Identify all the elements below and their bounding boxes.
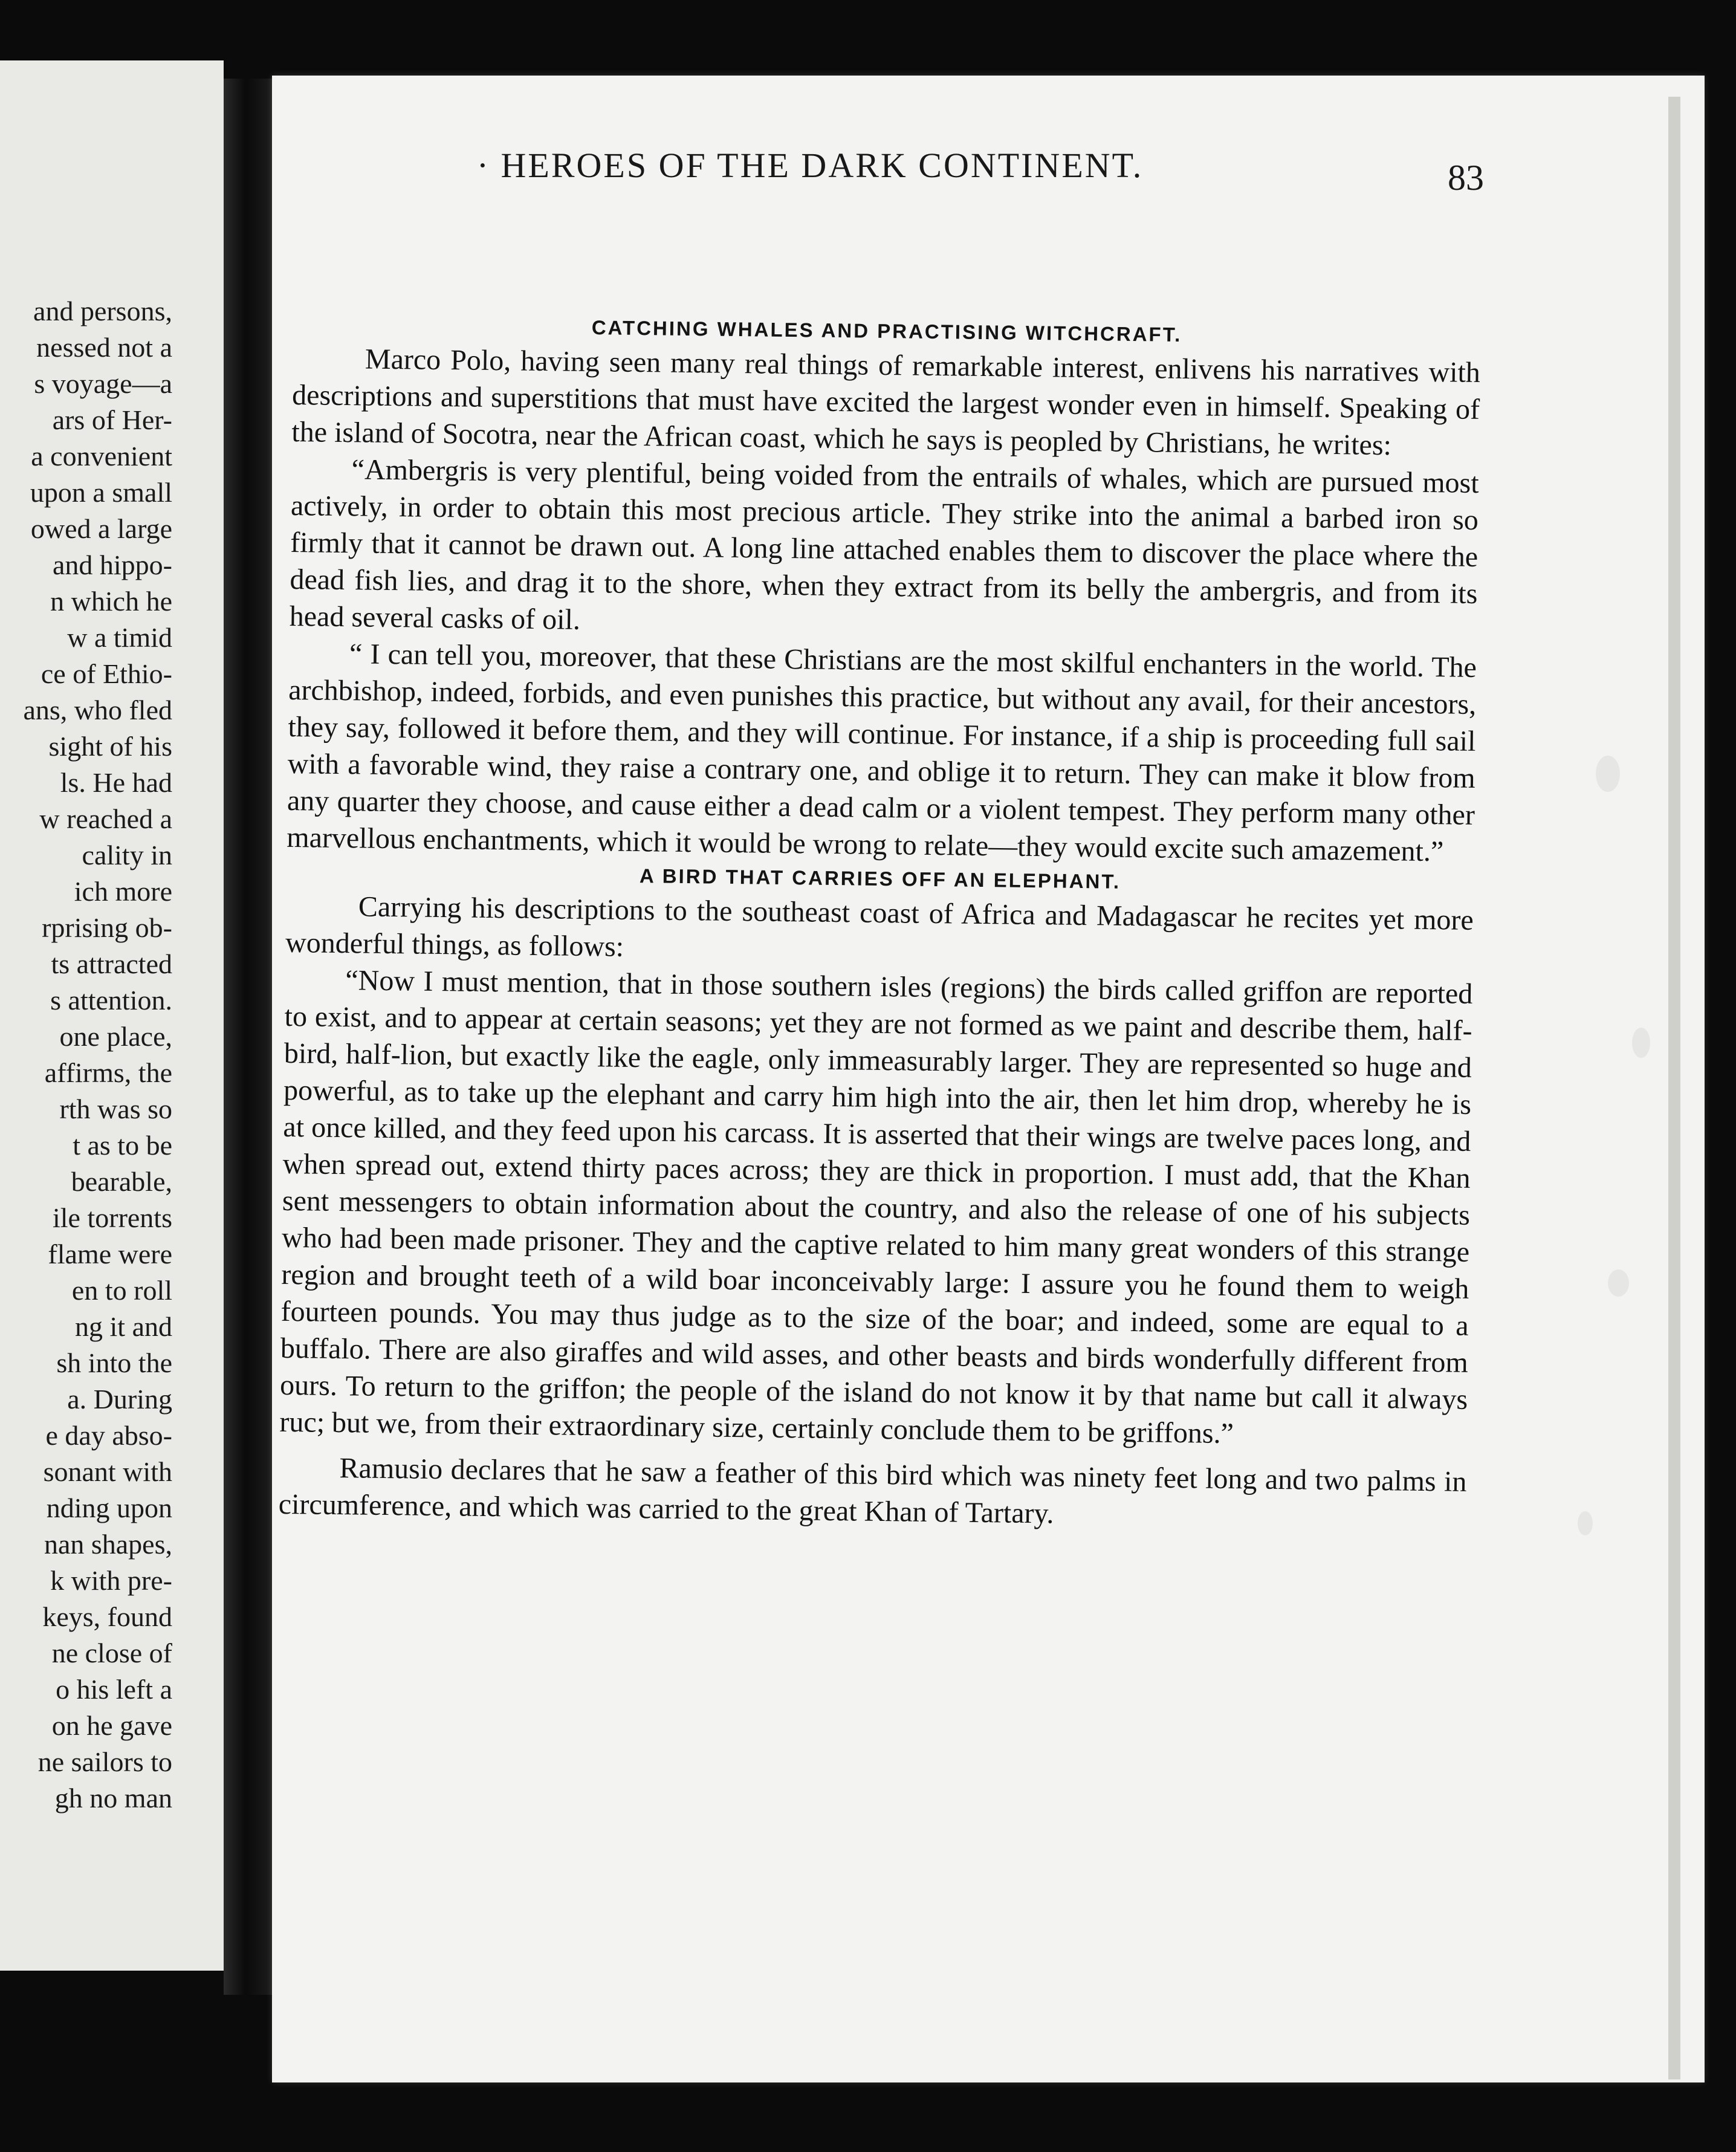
section-whales [287,308,1481,870]
page-number: 83 [1448,158,1484,198]
book-spine [224,79,272,1995]
scan-speck [1596,756,1620,792]
left-page-line: t as to be [73,1130,172,1161]
running-head: · HEROES OF THE DARK CONTINENT. [476,146,1144,185]
scan-speck [1632,1028,1650,1058]
left-page-line: sonant with [43,1456,172,1487]
section-bird [278,856,1474,1537]
left-page-line: ls. He had [60,767,172,798]
left-page-line: a convenient [31,441,172,472]
left-page-line: nding upon [46,1492,172,1523]
left-page-line: a. During [67,1384,172,1415]
left-page-line: ars of Her- [52,404,172,435]
left-page-line: flame were [48,1239,172,1269]
section-heading: A BIRD THAT CARRIES OFF AN ELEPHANT. [639,864,1121,893]
paragraph: Carrying his descriptions to the southeast coast of Africa and Madagascar he recites yet more wonderful things, as follows: [285,890,1474,963]
left-page-line: ich more [74,876,172,907]
left-page-line: ne sailors to [37,1746,172,1777]
paragraph: Ramusio declares that he saw a feather of this bird which was ninety feet long and two palms in circumference, and which was carried to the great Khan of Tartary. [278,1452,1467,1530]
article-body [278,308,1480,1537]
left-page-line: ce of Ethio- [40,658,172,689]
paragraph: “Now I must mention, that in those southern isles (regions) the birds called griffon are reported to exist, and to appear at certain seasons; yet they are not formed as we paint and describe them, half-bird, half-lion, but exactly like the eagle, only immeasurably larger. They are represented so huge and powerful, as to take up the elephant and carry him high into the air, then let him drop, whereby he is at once killed, and they feed upon his carcass. It is asserted that their wings are twelve paces long, and when spread out, extend thirty paces across; they are thick in proportion. I must add, that the Khan sent messengers to obtain information about the country, and also the release of one of his subjects who had been made prisoner. They and the captive related to him many great wonders of this strange region and brought teeth of a wild boar inconceivably large: I assure you he found them to weigh fourteen pounds. You may thus judge as to the size of the boar; and indeed, some are equal to a buffalo. There are also giraffes and wild asses, and other beasts and birds wonderfully different from ours. To return to the griffon; the people of the island do not know it by that name but call it always ruc; but we, from their extraordinary size, certainly conclude them to be griffons.” [279,964,1473,1450]
left-page-line: e day abso- [45,1420,172,1451]
left-page-line: sight of his [48,731,172,762]
left-page-line: k with pre- [50,1565,172,1596]
paragraph: “ I can tell you, moreover, that these Christians are the most skilful enchanters in the world. The archbishop, indeed, forbids, and even punishes this practice, but without any avail, for their ancestors, they say, followed it before them, and they will continue. For instance, if a ship is proceeding full sail with a favorable wind, they raise a contrary one, and oblige it to return. They can make it blow from any quarter they choose, and cause either a dead calm or a violent tempest. They perform many other marvellous enchantments, which it would be wrong to relate—they would excite such amazement.” [286,638,1477,868]
left-page-line: rprising ob- [42,912,172,943]
left-page-line: en to roll [71,1275,172,1306]
section-heading: CATCHING WHALES AND PRACTISING WITCHCRAFT. [591,316,1182,346]
scan-speck [1578,1511,1593,1535]
left-page-line: n which he [50,586,172,617]
left-page-line: s attention. [50,985,172,1016]
left-page-line: and hippo- [52,549,172,580]
left-page-line: cality in [82,840,172,870]
left-page-line: o his left a [56,1674,172,1705]
left-page-line: nan shapes, [44,1529,172,1560]
left-page-line: nessed not a [36,332,172,363]
left-page-line: owed a large [30,513,172,544]
left-page-line: sh into the [56,1347,172,1378]
left-page-line: rth was so [59,1094,172,1124]
scan-speck [1608,1269,1629,1297]
left-page-line: ng it and [75,1311,172,1342]
left-page-line: and persons, [33,296,172,326]
left-page-line: ne close of [51,1638,172,1668]
left-page-line: affirms, the [44,1057,172,1088]
left-page-line: keys, found [42,1601,172,1632]
left-page-text [0,293,172,1817]
left-page-line: s voyage—a [34,368,172,399]
left-page-line: one place, [59,1021,172,1052]
left-page-line: upon a small [30,477,172,508]
left-page-line: ts attracted [51,948,172,979]
left-page-line: on he gave [51,1710,172,1741]
page-edge [1668,97,1680,2079]
left-page-line: ans, who fled [23,695,172,725]
left-page-line: ile torrents [53,1202,172,1233]
left-page-line: bearable, [71,1166,172,1197]
left-page [0,60,224,1971]
left-page-line: w reached a [39,803,172,834]
left-page-line: gh no man [54,1783,172,1813]
left-page-line: w a timid [67,622,172,653]
paragraph: “Ambergris is very plentiful, being voided from the entrails of whales, which are pursued most actively, in order to obtain this most precious article. They strike into the animal a barbed iron so firmly that it cannot be drawn out. A long line attached enables them to discover the place where the dead fish lies, and drag it to the shore, when they extract from its belly the ambergris, and from its head several casks of oil. [289,453,1479,636]
paragraph: Marco Polo, having seen many real things of remarkable interest, enlivens his narratives with descriptions and superstitions that must have excited the largest wonder even in himself. Speaking of the island of Socotra, near the African coast, which he says is peopled by Christians, he writes: [291,343,1481,462]
